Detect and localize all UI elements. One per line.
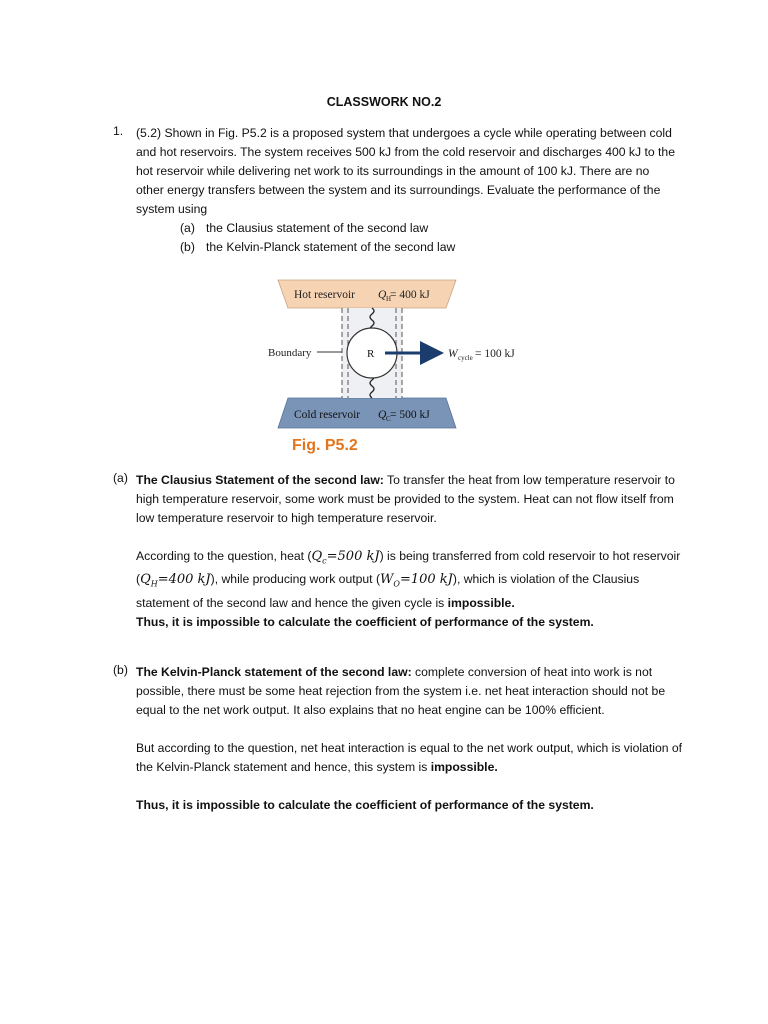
qh-value: = 400 kJ — [390, 289, 430, 301]
question-part-b — [136, 238, 676, 257]
answer-b-heading: The Kelvin-Planck statement of the second law: — [136, 665, 412, 679]
system-label: R — [367, 348, 375, 360]
answer-b-label: (b) — [113, 663, 128, 677]
question-number: 1. — [113, 124, 124, 138]
answer-a-heading: The Clausius Statement of the second law: — [136, 473, 384, 487]
answer-a-label: (a) — [113, 471, 128, 485]
w-subscript: cycle — [458, 354, 473, 362]
part-a-text: the Clausius statement of the second law — [206, 221, 429, 235]
qh-subscript: H — [386, 295, 392, 303]
w-symbol: W — [448, 348, 458, 360]
figure-caption: Fig. P5.2 — [292, 437, 358, 454]
qc-symbol: Q — [378, 409, 387, 421]
cold-reservoir-label: Cold reservoir — [294, 409, 361, 421]
answer-a-paragraph-2: According to the question, heat ($Q_c=500$ kJ) is being transferred from cold reservoir to hot reservoir ($Q_H=400$ kJ), while producing work output ($W_O=100$ kJ), which is violation of the Clausius statement of the second law and hence the given cycle is impossible. — [136, 549, 681, 610]
boundary-label: Boundary — [268, 347, 312, 359]
question-text: (5.2) Shown in Fig. P5.2 is a proposed system that undergoes a cycle while operating between cold and hot reservoirs. The system receives 500 kJ from the cold reservoir and discharges 400 kJ to the hot reservoir while delivering net work to its surroundings in the amount of 100 kJ. There are no other energy transfers between the system and its surroundings. Evaluate the performance of the system using — [136, 126, 675, 216]
answer-a-conclusion: Thus, it is impossible to calculate the coefficient of performance of the system. — [136, 614, 594, 629]
answer-a-intro: The Clausius Statement of the second law: To transfer the heat from low temperature reservoir to high temperature reservoir, some work must be provided to the system. Heat can not flow itself from low temperature reservoir to high temperature reservoir. — [136, 473, 675, 525]
page-title: CLASSWORK NO.2 — [326, 95, 442, 109]
qh-symbol: Q — [378, 289, 387, 301]
answer-b-intro: The Kelvin-Planck statement of the second law: complete conversion of heat into work is not possible, there must be some heat rejection from the system i.e. net heat interaction should not be equal to the net work output. It also explains that no heat engine can be 100% efficient. — [136, 665, 666, 717]
qc-value: = 500 kJ — [390, 409, 430, 421]
answer-b-conclusion: Thus, it is impossible to calculate the coefficient of performance of the system. — [136, 798, 594, 812]
w-value: = 100 kJ — [475, 348, 515, 360]
hot-reservoir-label: Hot reservoir — [294, 289, 355, 301]
question-block — [136, 124, 676, 257]
part-b-text: the Kelvin-Planck statement of the second law — [206, 240, 456, 254]
figure-p5-2 — [262, 272, 532, 434]
answer-b — [136, 663, 686, 815]
answer-b-paragraph-2: But according to the question, net heat interaction is equal to the net work output, which is violation of the Kelvin-Planck statement and hence, this system is impossible. — [136, 741, 683, 774]
answer-a — [136, 471, 686, 632]
qc-subscript: C — [386, 415, 391, 423]
part-b-label: (b) — [180, 240, 195, 254]
question-part-a — [136, 219, 676, 238]
part-a-label: (a) — [180, 221, 195, 235]
